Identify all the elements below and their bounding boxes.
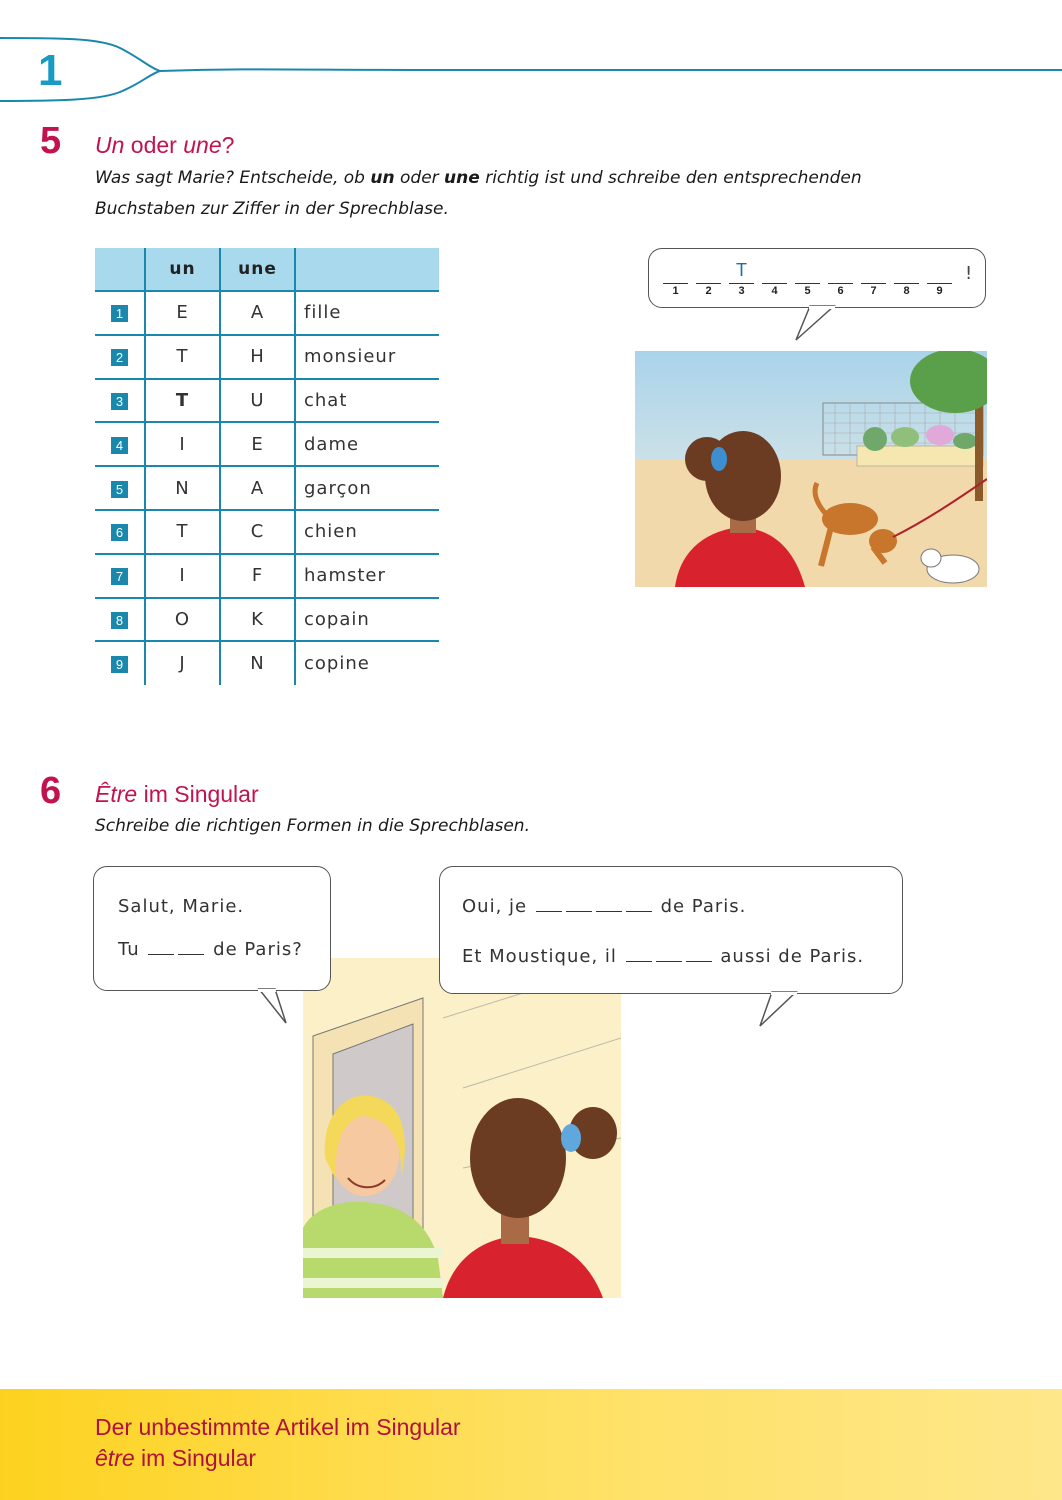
footer-topic-text: im Singular (134, 1445, 257, 1471)
answer-blank[interactable] (626, 950, 652, 962)
une-option[interactable]: F (220, 554, 295, 598)
table-row (95, 379, 439, 423)
row-number-cell (95, 335, 145, 379)
doorway-scene-image (303, 958, 621, 1298)
answer-slot[interactable] (729, 259, 754, 298)
title-part: Être (95, 781, 138, 807)
slot-letter[interactable] (861, 259, 886, 281)
slot-letter[interactable] (927, 259, 952, 281)
sentence-text: Tu (118, 939, 140, 960)
row-number-badge: 6 (111, 524, 128, 541)
row-number-badge: 9 (111, 656, 128, 673)
answer-slot[interactable] (894, 259, 919, 298)
answer-blank[interactable] (536, 900, 562, 912)
sentence-text: aussi de Paris. (720, 946, 865, 967)
instruction-bold-un: un (370, 168, 395, 188)
header-un: un (145, 248, 220, 291)
slot-letter[interactable] (663, 259, 688, 281)
un-option[interactable]: E (145, 291, 220, 335)
sentence-text: Oui, je (462, 896, 528, 917)
bubble-left-line-1: Salut, Marie. (118, 896, 245, 917)
instruction-line-1 (95, 163, 862, 194)
speech-bubble-right (439, 866, 903, 994)
une-option[interactable]: K (220, 598, 295, 642)
slot-letter[interactable] (828, 259, 853, 281)
chapter-number: 1 (38, 46, 63, 95)
row-number-cell (95, 598, 145, 642)
sentence-text: de Paris? (213, 939, 303, 960)
un-option[interactable]: O (145, 598, 220, 642)
answer-blank[interactable] (596, 900, 622, 912)
table-row (95, 291, 439, 335)
speech-bubble-tail (790, 306, 850, 342)
title-part: Un (95, 132, 125, 158)
bubble-right-line-1 (462, 896, 746, 917)
row-number-cell (95, 379, 145, 423)
un-option[interactable]: J (145, 641, 220, 685)
answer-blank[interactable] (148, 943, 174, 955)
instruction-line-2: Buchstaben zur Ziffer in der Sprechblase. (95, 199, 449, 219)
slot-letter[interactable] (696, 259, 721, 281)
row-number-badge: 3 (111, 393, 128, 410)
instruction-text: oder (394, 168, 445, 188)
word-cell: copine (295, 641, 439, 685)
row-number-cell (95, 641, 145, 685)
un-une-table (95, 248, 439, 685)
word-cell: chien (295, 510, 439, 554)
exercise-5-number: 5 (40, 120, 62, 162)
slot-number: 3 (738, 285, 745, 297)
slot-number: 5 (804, 285, 811, 297)
exercise-5-instruction (95, 163, 862, 225)
slot-number: 2 (705, 285, 712, 297)
speech-bubble-left (93, 866, 331, 991)
exercise-5-title (95, 132, 234, 159)
table-row (95, 466, 439, 510)
slot-number: 4 (771, 285, 778, 297)
table-row (95, 554, 439, 598)
footer-topic-1: Der unbestimmte Artikel im Singular (95, 1414, 461, 1440)
footer-topic-band (0, 1389, 1062, 1500)
row-number-cell (95, 422, 145, 466)
sentence-text: Et Moustique, il (462, 946, 617, 967)
answer-blank[interactable] (626, 900, 652, 912)
speech-bubble-tail (756, 992, 806, 1028)
instruction-bold-une: une (444, 168, 480, 188)
word-cell: fille (295, 291, 439, 335)
doorway-scene-illustration (303, 958, 621, 1298)
un-option-selected[interactable]: T (145, 379, 220, 423)
exercise-6-instruction: Schreibe die richtigen Formen in die Sprechblasen. (95, 816, 530, 836)
word-cell: garçon (295, 466, 439, 510)
row-number-badge: 1 (111, 305, 128, 322)
table-row (95, 598, 439, 642)
slot-letter[interactable] (894, 259, 919, 281)
un-option[interactable]: I (145, 554, 220, 598)
slot-letter[interactable] (795, 259, 820, 281)
answer-slot[interactable] (663, 259, 688, 298)
speech-bubble-tail (255, 989, 295, 1025)
slot-letter[interactable]: T (736, 260, 747, 280)
un-option[interactable]: I (145, 422, 220, 466)
title-part: oder (124, 132, 184, 158)
table-row (95, 422, 439, 466)
word-cell: dame (295, 422, 439, 466)
answer-blank[interactable] (686, 950, 712, 962)
une-option[interactable]: U (220, 379, 295, 423)
table-row (95, 335, 439, 379)
row-number-badge: 4 (111, 437, 128, 454)
table-row (95, 510, 439, 554)
exclamation-mark: ! (965, 263, 973, 284)
word-cell: monsieur (295, 335, 439, 379)
answer-blank[interactable] (656, 950, 682, 962)
une-option[interactable]: A (220, 291, 295, 335)
bubble-left-line-2 (118, 939, 303, 960)
exercise-6-title (95, 781, 259, 808)
slot-number: 8 (903, 285, 910, 297)
sentence-text: de Paris. (660, 896, 747, 917)
une-option[interactable]: N (220, 641, 295, 685)
answer-speech-bubble (648, 248, 986, 308)
slot-number: 7 (870, 285, 877, 297)
row-number-badge: 2 (111, 349, 128, 366)
table-row (95, 641, 439, 685)
footer-topic-2 (95, 1445, 256, 1472)
une-option[interactable]: A (220, 466, 295, 510)
answer-blank[interactable] (566, 900, 592, 912)
table-header-row (95, 248, 439, 291)
title-part: im Singular (137, 781, 259, 807)
slot-number: 1 (672, 285, 679, 297)
bubble-right-line-2 (462, 946, 864, 967)
answer-slots (663, 259, 952, 298)
un-option[interactable]: T (145, 510, 220, 554)
word-cell: copain (295, 598, 439, 642)
chapter-header-swoosh (0, 0, 1062, 110)
answer-slot[interactable] (696, 259, 721, 298)
row-number-cell (95, 291, 145, 335)
une-option[interactable]: C (220, 510, 295, 554)
row-number-cell (95, 466, 145, 510)
slot-number: 6 (837, 285, 844, 297)
une-option[interactable]: E (220, 422, 295, 466)
title-part: une (183, 132, 222, 158)
un-option[interactable]: N (145, 466, 220, 510)
answer-slot[interactable] (828, 259, 853, 298)
une-option[interactable]: H (220, 335, 295, 379)
row-number-cell (95, 510, 145, 554)
header-une: une (220, 248, 295, 291)
word-cell: hamster (295, 554, 439, 598)
word-cell: chat (295, 379, 439, 423)
row-number-badge: 7 (111, 568, 128, 585)
header-num (95, 248, 145, 291)
row-number-cell (95, 554, 145, 598)
row-number-badge: 8 (111, 612, 128, 629)
answer-slot[interactable] (795, 259, 820, 298)
park-scene-image (635, 351, 987, 587)
slot-number: 9 (936, 285, 943, 297)
instruction-text: Was sagt Marie? Entscheide, ob (95, 168, 371, 188)
instruction-text: richtig ist und schreibe den entsprechenden (479, 168, 862, 188)
exercise-6-number: 6 (40, 770, 62, 812)
un-option[interactable]: T (145, 335, 220, 379)
header-word (295, 248, 439, 291)
footer-topic-italic: être (95, 1445, 135, 1471)
answer-slot[interactable] (861, 259, 886, 298)
slot-letter[interactable] (762, 259, 787, 281)
answer-blank[interactable] (178, 943, 204, 955)
title-part: ? (221, 132, 235, 158)
answer-slot[interactable] (927, 259, 952, 298)
row-number-badge: 5 (111, 481, 128, 498)
park-scene-illustration (635, 351, 987, 587)
answer-slot[interactable] (762, 259, 787, 298)
